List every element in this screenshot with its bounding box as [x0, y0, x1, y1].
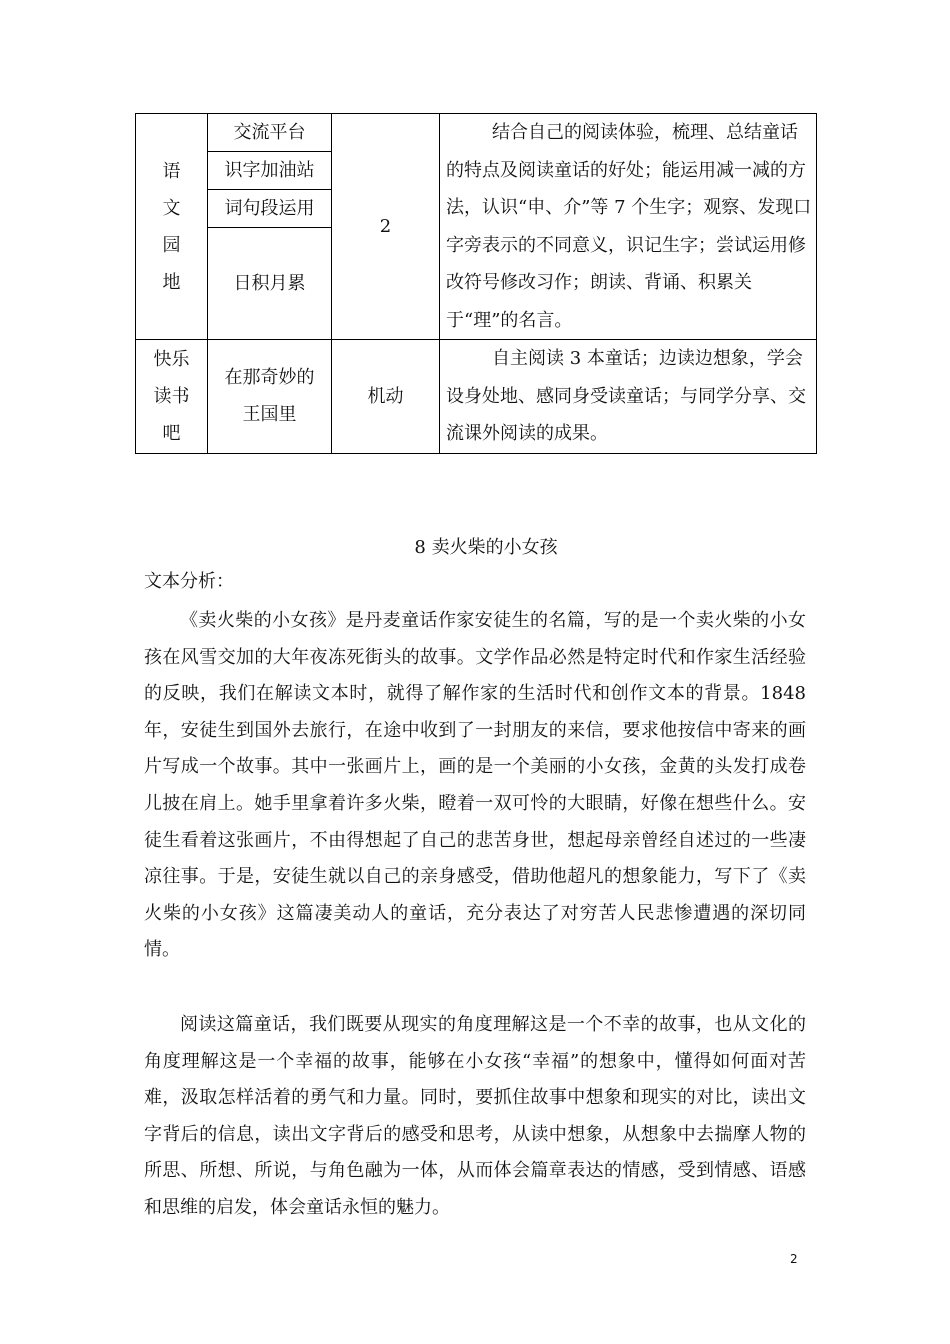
unit-char: 语 [162, 160, 181, 182]
unit-cell [136, 340, 208, 454]
unit-char: 园 [162, 234, 181, 256]
paragraph: 阅读这篇童话，我们既要从现实的角度理解这是一个不幸的故事，也从文化的角度理解这是一个幸福的故事，能够在小女孩“幸福”的想象中，懂得如何面对苦难，汲取怎样活着的勇气和力量。同时，要抓住故事中想象和现实的对比，读出文字背后的信息，读出文字背后的感受和思考，从读中想象，从想象中去揣摩人物的所思、所想、所说，与角色融为一体，从而体会篇章表达的情感，受到情感、语感和思维的启发，体会童话永恒的魅力。 [144, 1014, 806, 1218]
unit-char: 文 [162, 197, 181, 219]
unit-cell [136, 114, 208, 340]
item-cell: 词句段运用 [208, 190, 332, 228]
section-label: 文本分析： [144, 571, 234, 592]
item-cell: 交流平台 [208, 114, 332, 152]
goal-cell [440, 340, 817, 454]
unit-line: 读书 [153, 385, 190, 407]
table-row [136, 114, 817, 152]
item-line: 在那奇妙的 [224, 367, 315, 389]
hours-cell: 机动 [332, 340, 440, 454]
table-row [136, 340, 817, 454]
item-cell [208, 340, 332, 454]
item-cell: 日积月累 [208, 228, 332, 340]
paragraph: 《卖火柴的小女孩》是丹麦童话作家安徒生的名篇，写的是一个卖火柴的小女孩在风雪交加的大年夜冻死街头的故事。文学作品必然是特定时代和作家生活经验的反映，我们在解读文本时，就得了解作家的生活时代和创作文本的背景。1848 年，安徒生到国外去旅行，在途中收到了一封朋友的来信，要求他按信中寄来的画片写成一个故事。其中一张画片上，画的是一个美丽的小女孩，金黄的头发打成卷儿披在肩上。她手里拿着许多火柴，瞪着一双可怜的大眼睛，好像在想些什么。安徒生看着这张画片，不由得想起了自己的悲苦身世，想起母亲曾经自述过的一些凄凉往事。于是，安徒生就以自己的亲身感受，借助他超凡的想象能力，写下了《卖火柴的小女孩》这篇凄美动人的童话，充分表达了对穷苦人民悲惨遭遇的深切同情。 [144, 610, 806, 961]
goal-cell [440, 114, 817, 340]
page-number: 2 [790, 1252, 798, 1266]
hours-cell: 2 [332, 114, 440, 340]
item-cell: 识字加油站 [208, 152, 332, 190]
goal-text: 自主阅读 3 本童话；边读边想象，学会设身处地、感同身受读童话；与同学分享、交流课外阅读的成果。 [446, 348, 806, 444]
unit-plan-table [135, 113, 817, 454]
lesson-title: 8 卖火柴的小女孩 [414, 537, 558, 558]
item-line: 王国里 [242, 404, 297, 426]
unit-char: 地 [162, 271, 181, 293]
unit-line: 快乐 [153, 348, 190, 370]
unit-line: 吧 [162, 422, 181, 444]
goal-text: 结合自己的阅读体验，梳理、总结童话的特点及阅读童话的好处；能运用减一减的方法，认识“申、介”等 7 个生字；观察、发现口字旁表示的不同意义，识记生字；尝试运用修改符号修改习作；朗读、背诵、积累关于“理”的名言。 [446, 122, 812, 331]
